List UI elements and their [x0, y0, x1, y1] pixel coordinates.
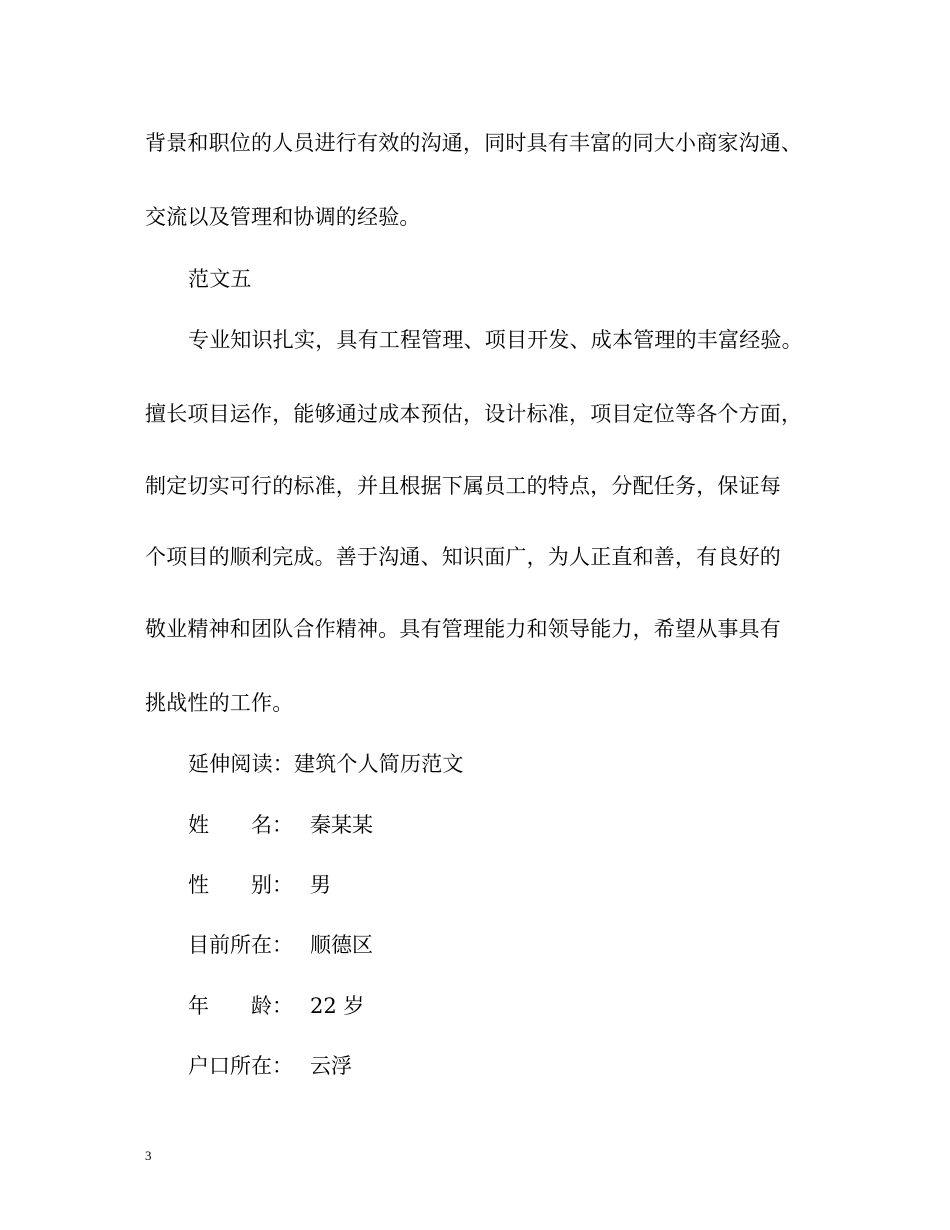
field-value: 男	[310, 873, 331, 897]
profile-field-name	[188, 811, 373, 839]
field-label: 户口所在：	[188, 1054, 293, 1078]
field-value: 顺德区	[310, 933, 373, 957]
paragraph-line: 专业知识扎实，具有工程管理、项目开发、成本管理的丰富经验。	[188, 328, 803, 352]
profile-field-location	[188, 931, 373, 959]
profile-field-hukou	[188, 1052, 352, 1080]
field-label: 年 龄：	[188, 994, 293, 1018]
page-number: 3	[145, 1148, 152, 1163]
extended-reading-title: 延伸阅读：建筑个人简历范文	[188, 752, 464, 776]
text-line: 交流以及管理和协调的经验。	[145, 205, 421, 229]
paragraph-line: 个项目的顺利完成。善于沟通、知识面广，为人正直和善，有良好的	[145, 545, 781, 569]
field-value: 云浮	[310, 1054, 352, 1078]
profile-field-gender	[188, 871, 331, 899]
paragraph-line: 敬业精神和团队合作精神。具有管理能力和领导能力，希望从事具有	[145, 617, 781, 641]
field-label: 姓 名：	[188, 813, 293, 837]
field-label: 目前所在：	[188, 933, 293, 957]
field-label: 性 别：	[188, 873, 293, 897]
paragraph-line: 挑战性的工作。	[145, 691, 294, 715]
text-line: 背景和职位的人员进行有效的沟通，同时具有丰富的同大小商家沟通、	[145, 131, 803, 155]
paragraph-line: 擅长项目运作，能够通过成本预估，设计标准，项目定位等各个方面，	[145, 402, 803, 426]
section-title: 范文五	[188, 267, 252, 291]
field-value: 22 岁	[310, 994, 365, 1018]
paragraph-line: 制定切实可行的标准，并且根据下属员工的特点，分配任务，保证每	[145, 474, 781, 498]
profile-field-age	[188, 992, 364, 1020]
field-value: 秦某某	[310, 813, 373, 837]
